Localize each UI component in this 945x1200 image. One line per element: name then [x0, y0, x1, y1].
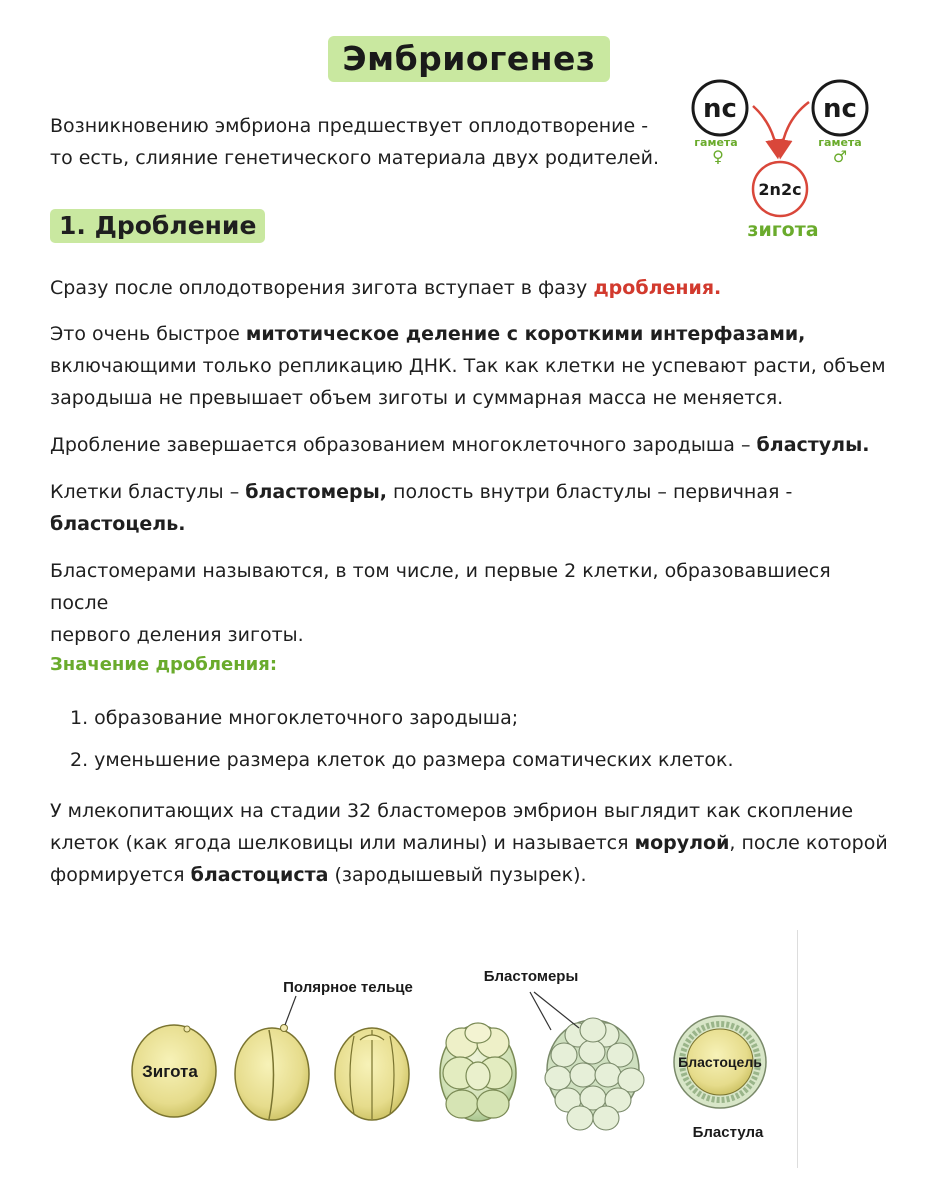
fertilization-diagram — [683, 72, 883, 247]
paragraph-1 — [50, 272, 890, 304]
blastomere-cell — [570, 1063, 596, 1087]
text: , после которой — [729, 832, 888, 854]
blastocoel-label: Бластоцель — [678, 1054, 762, 1070]
zygote-stage — [132, 1025, 216, 1117]
four-cell-stage — [335, 1028, 409, 1120]
text: Это очень быстрое — [50, 323, 246, 345]
blastula-stage — [674, 1016, 766, 1141]
eight-cell-stage — [440, 1023, 516, 1121]
paragraph-3 — [50, 429, 890, 461]
blastomeres-pointer — [534, 992, 579, 1028]
intro-line: Возникновению эмбриона предшествует оплодотворение - — [50, 115, 649, 137]
polar-body-pointer — [285, 996, 296, 1025]
blastomere-cell — [593, 1106, 619, 1130]
arrow-left — [753, 106, 777, 152]
bold-text: бластомеры, — [245, 481, 387, 503]
text: Сразу после оплодотворения зигота вступает в фазу — [50, 277, 594, 299]
blastomere-cell — [551, 1043, 577, 1067]
intro-paragraph — [50, 110, 670, 174]
blastomeres-label: Бластомеры — [483, 968, 579, 985]
zygote-cell-label: 2n2c — [758, 180, 802, 199]
cleavage-figure — [128, 930, 800, 1170]
female-symbol-icon: ♀ — [712, 147, 724, 166]
significance-list — [70, 702, 734, 776]
male-gamete — [813, 81, 867, 166]
male-gamete-label: nc — [823, 94, 857, 124]
list-item: 1. образование многоклеточного зародыша; — [70, 707, 519, 729]
significance-heading: Значение дробления: — [50, 654, 278, 675]
paragraph-2 — [50, 318, 890, 414]
section-heading: 1. Дробление — [50, 209, 265, 243]
female-gamete — [693, 81, 747, 166]
blastomere-cell — [567, 1106, 593, 1130]
blastomere-cell — [595, 1063, 621, 1087]
zygote-caption: зигота — [747, 219, 819, 241]
blastula-label: Бластула — [692, 1124, 764, 1141]
bold-text: бластулы. — [756, 434, 870, 456]
polar-body-label: Полярное тельце — [283, 979, 413, 996]
blastomere-cell — [545, 1066, 571, 1090]
list-item: 2. уменьшение размера клеток до размера соматических клеток. — [70, 749, 734, 771]
female-gamete-label: nc — [703, 94, 737, 124]
intro-line: то есть, слияние генетического материала двух родителей. — [50, 147, 660, 169]
zygote-cell — [753, 162, 807, 216]
text: клеток (как ягода шелковицы или малины) и называется — [50, 832, 635, 854]
morula-paragraph — [50, 795, 890, 891]
male-gamete-caption: гамета — [818, 136, 862, 149]
blastomere-cell — [579, 1040, 605, 1064]
text: полость внутри бластулы – первичная - — [387, 481, 793, 503]
text: зародыша не превышает объем зиготы и суммарная масса не меняется. — [50, 387, 784, 409]
highlight-text: дробления. — [593, 277, 722, 299]
page-title: Эмбриогенез — [328, 36, 610, 82]
blastomere-cell — [580, 1018, 606, 1042]
bold-text: митотическое деление с короткими интерфазами, — [245, 323, 806, 345]
bold-text: бластоцель. — [50, 513, 186, 535]
male-symbol-icon: ♂ — [832, 147, 848, 166]
text: (зародышевый пузырек). — [328, 864, 587, 886]
text: У млекопитающих на стадии 32 бластомеров эмбрион выглядит как скопление — [50, 800, 854, 822]
text: формируется — [50, 864, 191, 886]
arrow-right — [781, 102, 809, 152]
paragraph-5 — [50, 555, 890, 651]
text: первого деления зиготы. — [50, 624, 304, 646]
bold-text: бластоциста — [190, 864, 329, 886]
bold-text: морулой — [634, 832, 730, 854]
morula-stage — [545, 1018, 644, 1130]
text: Дробление завершается образованием многоклеточного зародыша – — [50, 434, 757, 456]
female-gamete-caption: гамета — [694, 136, 738, 149]
zygote-label: Зигота — [142, 1062, 198, 1081]
text: Бластомерами называются, в том числе, и первые 2 клетки, образовавшиеся после — [50, 560, 831, 614]
paragraph-4 — [50, 476, 890, 540]
divider — [797, 930, 798, 1168]
text: включающими только репликацию ДНК. Так как клетки не успевают расти, объем — [50, 355, 886, 377]
text: Клетки бластулы – — [50, 481, 246, 503]
